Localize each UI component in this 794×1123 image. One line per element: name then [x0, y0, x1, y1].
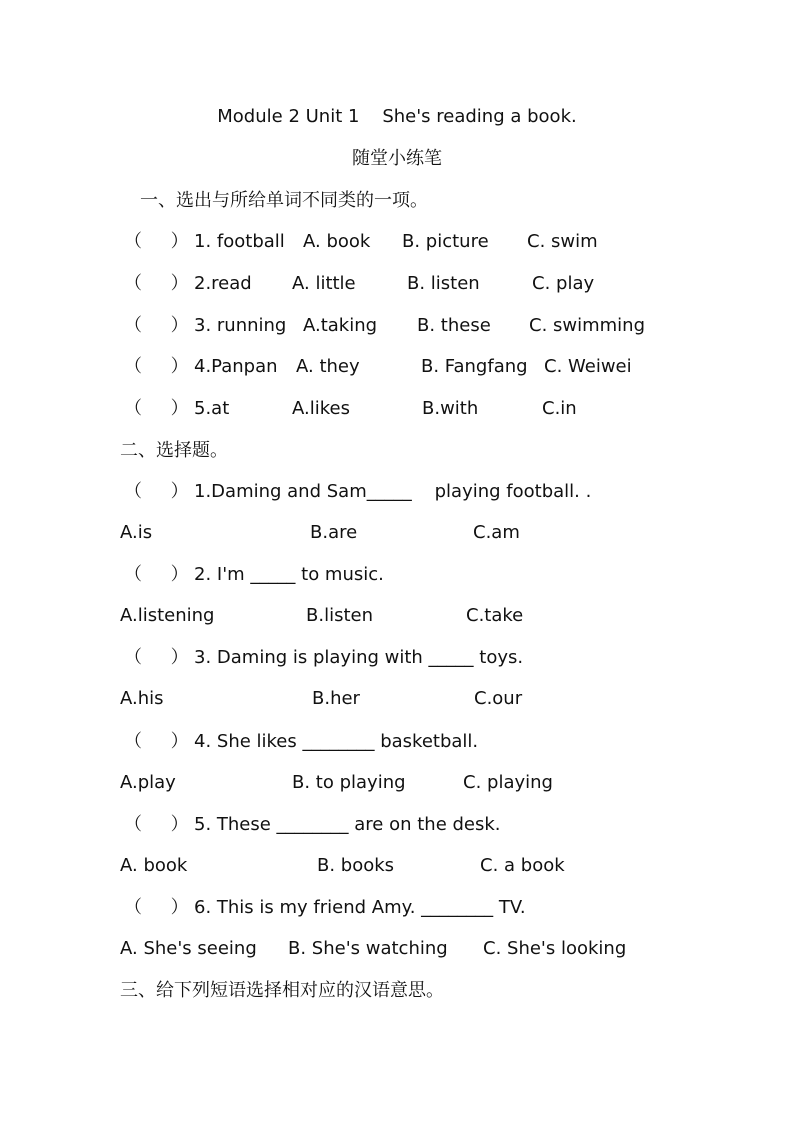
option-c: C. a book — [480, 855, 565, 876]
option-a: A.likes — [292, 398, 350, 419]
question-word: 1. football — [194, 231, 285, 252]
option-a: A. they — [296, 356, 360, 377]
answer-blank: （ ） — [124, 273, 189, 294]
option-a: A.his — [120, 688, 164, 709]
option-a: A. little — [292, 273, 356, 294]
question-word: 4.Panpan — [194, 356, 278, 377]
section1-heading: 一、选出与所给单词不同类的一项。 — [140, 190, 428, 211]
option-b: B.listen — [306, 605, 373, 626]
question-text: 6. This is my friend Amy. ________ TV. — [194, 897, 526, 918]
answer-blank: （ ） — [124, 315, 189, 336]
option-b: B. picture — [402, 231, 489, 252]
answer-blank: （ ） — [124, 231, 189, 252]
option-b: B. Fangfang — [421, 356, 528, 377]
option-a: A.listening — [120, 605, 215, 626]
option-a: A.play — [120, 772, 176, 793]
option-b: B. She's watching — [288, 938, 448, 959]
question-text: 3. Daming is playing with _____ toys. — [194, 647, 524, 668]
option-a: A. book — [120, 855, 188, 876]
question-text: 4. She likes ________ basketball. — [194, 731, 479, 752]
option-a: A.is — [120, 522, 153, 543]
section3-heading: 三、给下列短语选择相对应的汉语意思。 — [120, 980, 444, 1001]
option-c: C.take — [466, 605, 524, 626]
question-text: 2. I'm _____ to music. — [194, 564, 384, 585]
answer-blank: （ ） — [124, 356, 189, 377]
option-b: B.her — [312, 688, 360, 709]
page-title: Module 2 Unit 1 She's reading a book. — [217, 106, 577, 127]
answer-blank: （ ） — [124, 731, 189, 752]
option-a: A.taking — [303, 315, 378, 336]
answer-blank: （ ） — [124, 897, 189, 918]
answer-blank: （ ） — [124, 814, 189, 835]
option-b: B. to playing — [292, 772, 406, 793]
answer-blank: （ ） — [124, 564, 189, 585]
option-c: C. She's looking — [483, 938, 627, 959]
question-word: 3. running — [194, 315, 287, 336]
section2-heading: 二、选择题。 — [120, 440, 228, 461]
option-b: B. books — [317, 855, 395, 876]
option-c: C.our — [474, 688, 523, 709]
option-c: C. playing — [463, 772, 553, 793]
option-c: C. swim — [527, 231, 598, 252]
question-word: 5.at — [194, 398, 230, 419]
question-word: 2.read — [194, 273, 252, 294]
option-b: B.are — [310, 522, 358, 543]
option-c: C. swimming — [529, 315, 646, 336]
answer-blank: （ ） — [124, 481, 189, 502]
option-a: A. book — [303, 231, 371, 252]
question-text: 1.Daming and Sam_____ playing football. . — [194, 481, 592, 502]
option-c: C.in — [542, 398, 577, 419]
option-a: A. She's seeing — [120, 938, 257, 959]
option-c: C.am — [473, 522, 520, 543]
option-b: B.with — [422, 398, 479, 419]
answer-blank: （ ） — [124, 398, 189, 419]
option-b: B. these — [417, 315, 491, 336]
page-subtitle: 随堂小练笔 — [352, 148, 442, 169]
answer-blank: （ ） — [124, 647, 189, 668]
option-c: C. play — [532, 273, 595, 294]
option-c: C. Weiwei — [544, 356, 632, 377]
question-text: 5. These ________ are on the desk. — [194, 814, 501, 835]
option-b: B. listen — [407, 273, 480, 294]
